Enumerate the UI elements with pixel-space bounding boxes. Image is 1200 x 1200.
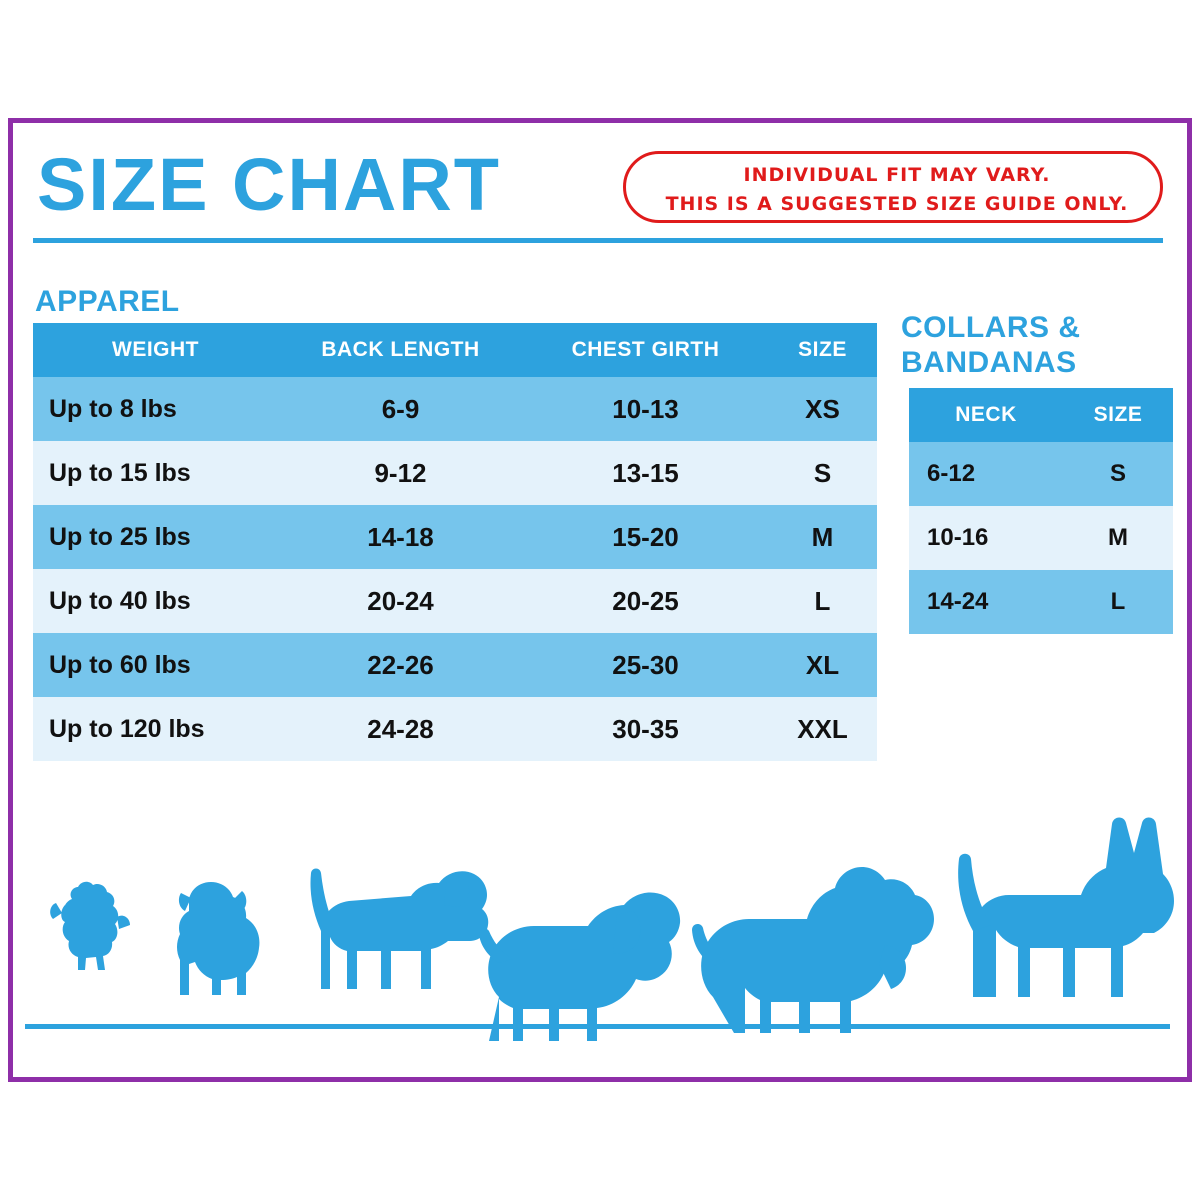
apparel-header-row xyxy=(33,323,877,377)
collars-section-heading xyxy=(901,311,1081,380)
apparel-cell-back-length: 14-18 xyxy=(278,505,523,569)
apparel-cell-back-length: 20-24 xyxy=(278,569,523,633)
apparel-cell-chest-girth: 20-25 xyxy=(523,569,768,633)
apparel-cell-chest-girth: 25-30 xyxy=(523,633,768,697)
collars-heading-line-1: COLLARS & xyxy=(901,311,1081,344)
apparel-cell-size: XS xyxy=(768,377,877,441)
apparel-cell-size: S xyxy=(768,441,877,505)
table-row xyxy=(33,377,877,441)
collars-cell-size: M xyxy=(1063,506,1173,570)
apparel-cell-chest-girth: 13-15 xyxy=(523,441,768,505)
apparel-cell-weight: Up to 15 lbs xyxy=(33,441,278,505)
fit-disclaimer-text xyxy=(627,161,1167,218)
table-row xyxy=(33,633,877,697)
fit-disclaimer-line-2: THIS IS A SUGGESTED SIZE GUIDE ONLY. xyxy=(665,192,1129,215)
apparel-cell-back-length: 9-12 xyxy=(278,441,523,505)
pug-silhouette xyxy=(177,882,259,995)
chart-inner xyxy=(13,123,1187,1077)
beagle-silhouette xyxy=(310,869,488,990)
collars-cell-neck: 6-12 xyxy=(909,442,1063,506)
table-row xyxy=(33,569,877,633)
apparel-cell-size: L xyxy=(768,569,877,633)
apparel-header-chest-girth: CHEST GIRTH xyxy=(523,323,768,377)
table-row xyxy=(33,505,877,569)
page-title: SIZE CHART xyxy=(37,143,501,226)
apparel-cell-back-length: 24-28 xyxy=(278,697,523,761)
table-row xyxy=(33,697,877,761)
apparel-header-weight: WEIGHT xyxy=(33,323,278,377)
apparel-cell-back-length: 6-9 xyxy=(278,377,523,441)
collars-cell-neck: 10-16 xyxy=(909,506,1063,570)
collars-size-table xyxy=(909,388,1173,634)
pomeranian-silhouette xyxy=(50,882,130,970)
fit-disclaimer-line-1: INDIVIDUAL FIT MAY VARY. xyxy=(743,164,1051,186)
collars-cell-size: L xyxy=(1063,570,1173,634)
apparel-cell-size: XL xyxy=(768,633,877,697)
apparel-cell-weight: Up to 25 lbs xyxy=(33,505,278,569)
apparel-cell-weight: Up to 120 lbs xyxy=(33,697,278,761)
apparel-cell-chest-girth: 10-13 xyxy=(523,377,768,441)
title-divider xyxy=(33,238,1163,243)
collars-heading-line-2: BANDANAS xyxy=(901,345,1077,379)
chart-frame xyxy=(8,118,1192,1082)
apparel-cell-weight: Up to 60 lbs xyxy=(33,633,278,697)
collars-header-neck: NECK xyxy=(909,388,1063,442)
table-row xyxy=(33,441,877,505)
apparel-cell-chest-girth: 15-20 xyxy=(523,505,768,569)
baseline-rule xyxy=(25,1024,1170,1029)
collars-cell-neck: 14-24 xyxy=(909,570,1063,634)
sheepdog-silhouette xyxy=(692,867,934,1033)
apparel-cell-back-length: 22-26 xyxy=(278,633,523,697)
apparel-header-back-length: BACK LENGTH xyxy=(278,323,523,377)
collars-header-size: SIZE xyxy=(1063,388,1173,442)
apparel-cell-size: XXL xyxy=(768,697,877,761)
apparel-header-size: SIZE xyxy=(768,323,877,377)
apparel-cell-chest-girth: 30-35 xyxy=(523,697,768,761)
collars-header-row xyxy=(909,388,1173,442)
table-row xyxy=(909,506,1173,570)
table-row xyxy=(909,570,1173,634)
apparel-cell-weight: Up to 40 lbs xyxy=(33,569,278,633)
apparel-cell-size: M xyxy=(768,505,877,569)
table-row xyxy=(909,442,1173,506)
apparel-cell-weight: Up to 8 lbs xyxy=(33,377,278,441)
great-dane-silhouette xyxy=(958,817,1174,997)
collars-cell-size: S xyxy=(1063,442,1173,506)
apparel-size-table xyxy=(33,323,877,761)
dog-silhouette-strip xyxy=(13,767,1187,1047)
cocker-spaniel-silhouette xyxy=(479,893,680,1041)
apparel-section-heading: APPAREL xyxy=(35,285,180,318)
